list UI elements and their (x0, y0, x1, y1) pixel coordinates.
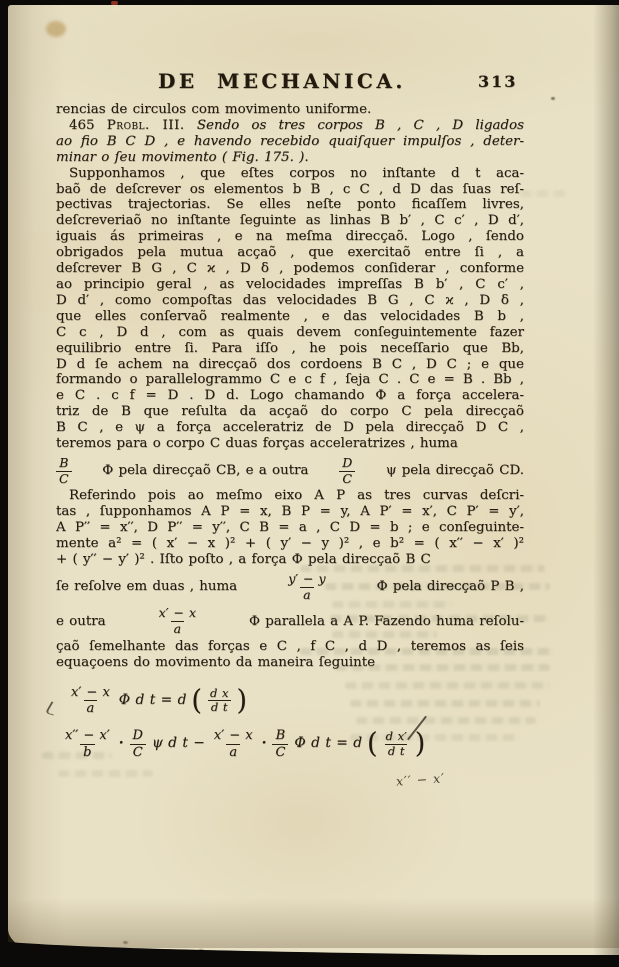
formula-text: Φ pela direcçaõ CB, e a outra (102, 463, 309, 479)
text-line: Referindo pois ao meſmo eixo A P as tres curvas deſcri- (69, 488, 524, 504)
formula-line-forces (56, 456, 524, 487)
left-parenthesis: ( (367, 727, 378, 761)
equation-text: Φ d t = d (294, 735, 363, 752)
page-number: 313 (478, 72, 518, 91)
formula-text: ſe reſolve em duas , huma (56, 579, 238, 595)
text-line: minar o ſeu movimento ( Fig. 175. ). (56, 149, 309, 165)
equation-1 (56, 685, 524, 717)
ink-bleed-ghost (58, 770, 153, 777)
formula-line-pb (56, 572, 524, 603)
text-line: e C . c f = D . D d. Logo chamando Φ a força accelera- (56, 388, 524, 404)
paper-stain (46, 21, 66, 37)
fraction-numerator: B (275, 728, 286, 744)
fraction-denominator: C (130, 744, 146, 760)
multiplication-dot: · (261, 735, 267, 752)
fraction-denominator: a (84, 700, 98, 716)
text-line: teremos para o corpo C duas forças acceleratrizes , huma (56, 436, 458, 452)
fraction-denominator: C (272, 744, 288, 760)
text-line: + ( y′′ − y′ )² . Iſto poſto , a força Φ pela direcçaõ B C (56, 552, 431, 568)
left-parenthesis: ( (191, 684, 202, 717)
fraction-numerator: x′′ − x′ (65, 728, 110, 744)
fraction-numerator: D (132, 728, 143, 744)
text-line: rencias de circulos com movimento uniforme. (56, 102, 372, 117)
fraction-numerator: B (59, 454, 69, 470)
right-parenthesis: ) (236, 684, 248, 717)
text-line: ao principio geral , as velocidades impreſſas B b′ , C c′ , (56, 276, 524, 292)
text-line: A P′′ = x′′, D P′′ = y′′, C B = a , C D = b ; e conſeguinte- (56, 520, 524, 536)
text-line: B C , e ψ a força acceleratriz de D pela direcçaõ D C , (56, 420, 524, 436)
formula-text: Φ parallela a A P. Fazendo huma reſolu- (249, 613, 524, 629)
fraction-numerator: D (342, 454, 353, 470)
equation-text: Φ d t = d (118, 691, 187, 708)
right-parenthesis: ) (414, 727, 426, 761)
fraction-numerator: x′ − x (213, 728, 253, 744)
right-page-edge-shadow (593, 5, 619, 955)
fraction-numerator: x′ − x (71, 684, 110, 700)
running-title: DE MECHANICA. (158, 69, 406, 93)
fraction (68, 685, 113, 717)
page-paper (8, 5, 619, 955)
fraction (211, 728, 256, 760)
text-line: D d ſe achem na direcçaõ dos cordoens B C , D C ; e que (56, 356, 524, 372)
ink-bleed-ghost (520, 190, 568, 197)
fraction-numerator: x′ − x (158, 605, 196, 621)
text-line: tas , ſupponhamos A P = x, B P = y, A P′ = x′, C P′ = y′, (56, 504, 524, 520)
fraction-denominator: d t (385, 744, 408, 759)
text-line: equilibrio entre ſi. Para iſſo , he pois neceſſario que Bb, (56, 340, 524, 356)
fraction-denominator: b (80, 744, 94, 760)
text-line: ao fio B C D , e havendo recebido quaiſquer impulſos , deter- (56, 133, 524, 149)
text-line: deſcreveriaõ no inſtante ſeguinte as linhas B b′ , C c′ , D d′, (56, 213, 524, 229)
fraction-denominator: C (56, 471, 72, 487)
equation-text: ψ d t − (151, 735, 205, 752)
ink-speck (551, 97, 555, 100)
binding-mark (111, 1, 118, 5)
text-line: triz de B que reſulta da acçaõ do corpo C pela direcçaõ (56, 404, 524, 420)
equation-2 (56, 728, 524, 760)
formula-text: e outra (56, 613, 106, 629)
text-line: que elles conſervaõ realmente , e das velocidades B b , (56, 308, 524, 324)
fraction (272, 728, 288, 760)
problem-heading-line (56, 118, 524, 134)
formula-line-ap (56, 606, 524, 637)
fraction (62, 728, 113, 760)
text-line: mente a² = ( x′ − x )² + ( y′ − y )² , e b² = ( x′′ − x′ )² (56, 536, 524, 552)
fraction-numerator: d x (209, 685, 229, 700)
text-line: C c , D d , com as quais devem conſeguintemente fazer (56, 324, 524, 340)
text-line: D d′ , como compoſtas das velocidades B G , C ϰ , D δ , (56, 292, 524, 308)
fraction-denominator: C (339, 471, 355, 487)
problem-number: 465 (69, 117, 95, 133)
fraction (156, 606, 199, 637)
catchword: x′′ − x′ (395, 770, 446, 789)
fraction-numerator: y′ − y (288, 570, 326, 586)
text-line: pectivas trajectorias. Se elles neſte ponto ficaſſem livres, (56, 197, 524, 213)
fraction (339, 456, 355, 487)
text-line: formando o parallelogrammo C e c f , ſeja C . C e = B . Bb , (56, 372, 524, 388)
fraction (207, 687, 232, 715)
fraction-denominator: a (226, 744, 240, 760)
problem-label: Probl. III. (106, 117, 185, 133)
fraction (56, 456, 72, 487)
multiplication-dot: · (118, 735, 124, 752)
bottom-page-curl (8, 938, 619, 967)
problem-statement: Sendo os tres corpos B , C , D ligados (196, 117, 524, 133)
text-block (56, 102, 524, 760)
text-line: equaçoens do movimento da maneira ſeguinte (56, 654, 376, 670)
fraction (383, 730, 410, 758)
fraction (285, 572, 328, 603)
text-line: çaõ ſemelhante das forças e C , f C , d D , teremos as ſeis (56, 638, 524, 654)
text-line: Supponhamos , que eſtes corpos no inſtante d t aca- (69, 165, 524, 181)
formula-text: Φ pela direcçaõ P B , (376, 579, 524, 595)
fraction-denominator: d t (208, 700, 231, 715)
text-line: obrigados pela mutua acçaõ , que exercitaõ entre ſi , a (56, 245, 524, 261)
text-line: baõ de deſcrever os elementos b B , c C , d D das ſuas reſ- (56, 181, 524, 197)
fraction-denominator: a (171, 621, 184, 637)
fraction-numerator: d x′ (385, 729, 407, 744)
fraction-denominator: a (300, 587, 313, 603)
text-line: deſcrever B G , C ϰ , D δ , podemos conſiderar , conforme (56, 261, 524, 277)
formula-text: ψ pela direcçaõ CD. (385, 463, 524, 479)
fraction (130, 728, 146, 760)
text-line: iguais ás primeiras , e na meſma direcçaõ. Logo , ſendo (56, 229, 524, 245)
